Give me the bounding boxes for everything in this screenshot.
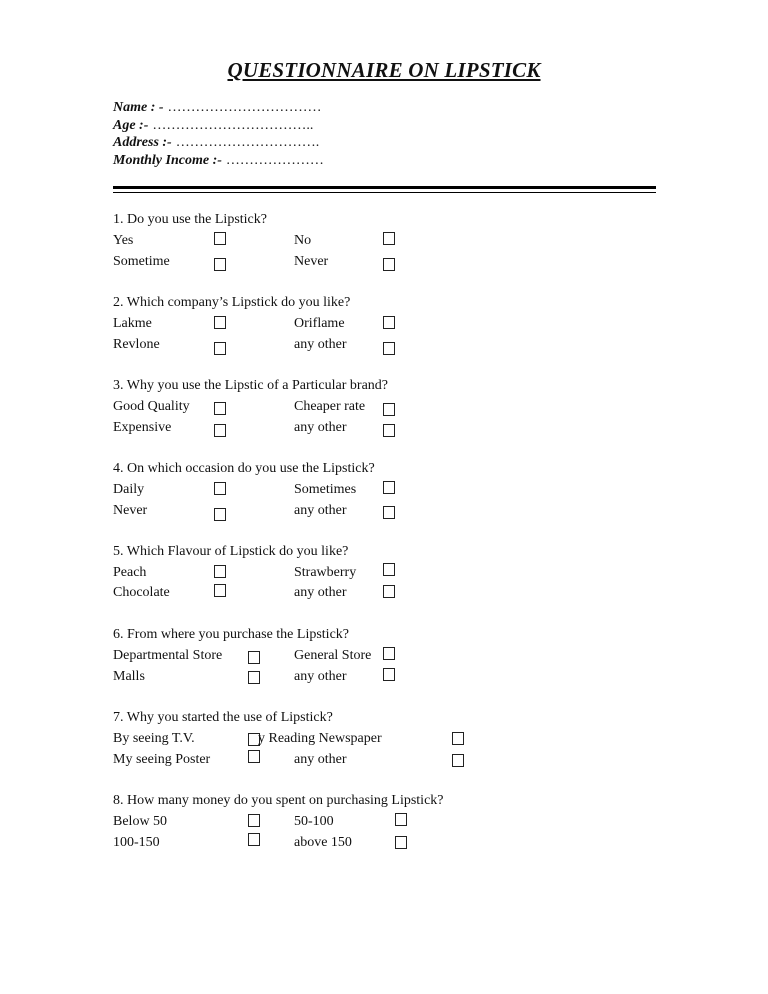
option-label: any other bbox=[294, 669, 347, 684]
option-label: any other bbox=[294, 752, 347, 767]
option-label: any other bbox=[294, 337, 347, 352]
checkbox[interactable] bbox=[383, 424, 395, 437]
option-label: Below 50 bbox=[113, 814, 168, 829]
option-label: Chocolate bbox=[113, 585, 170, 600]
option-label: My seeing Poster bbox=[113, 752, 211, 767]
age-blank[interactable]: …………………………….. bbox=[152, 118, 314, 133]
option-label: By seeing T.V. bbox=[113, 731, 195, 746]
option-label: any other bbox=[294, 503, 347, 518]
option-label: Revlone bbox=[113, 337, 160, 352]
age-label: Age :- bbox=[113, 118, 149, 133]
checkbox[interactable] bbox=[383, 506, 395, 519]
option-label: Cheaper rate bbox=[294, 399, 366, 414]
checkbox[interactable] bbox=[383, 342, 395, 355]
checkbox[interactable] bbox=[214, 402, 226, 415]
checkbox[interactable] bbox=[395, 813, 407, 826]
address-label: Address :- bbox=[113, 135, 172, 150]
checkbox[interactable] bbox=[383, 232, 395, 245]
address-blank[interactable]: …………………………. bbox=[175, 135, 320, 150]
checkbox[interactable] bbox=[214, 342, 226, 355]
question-3: 3. Why you use the Lipstic of a Particular brand? bbox=[113, 378, 388, 393]
option-label: Never bbox=[294, 254, 329, 269]
checkbox[interactable] bbox=[214, 584, 226, 597]
checkbox[interactable] bbox=[214, 508, 226, 521]
option-label: y Reading Newspaper bbox=[258, 731, 382, 746]
checkbox[interactable] bbox=[248, 750, 260, 763]
checkbox[interactable] bbox=[214, 424, 226, 437]
option-label: Strawberry bbox=[294, 565, 357, 580]
checkbox[interactable] bbox=[248, 833, 260, 846]
checkbox[interactable] bbox=[214, 565, 226, 578]
option-label: Sometimes bbox=[294, 482, 357, 497]
age-line bbox=[113, 118, 313, 134]
option-label: 100-150 bbox=[113, 835, 160, 850]
question-5: 5. Which Flavour of Lipstick do you like? bbox=[113, 544, 349, 559]
option-label: Expensive bbox=[113, 420, 172, 435]
question-1: 1. Do you use the Lipstick? bbox=[113, 212, 267, 227]
checkbox[interactable] bbox=[452, 754, 464, 767]
name-line bbox=[113, 100, 322, 116]
divider-thick bbox=[113, 186, 656, 189]
option-label: Lakme bbox=[113, 316, 152, 331]
checkbox[interactable] bbox=[214, 232, 226, 245]
option-label: Malls bbox=[113, 669, 145, 684]
option-label: Yes bbox=[113, 233, 134, 248]
checkbox[interactable] bbox=[383, 258, 395, 271]
checkbox[interactable] bbox=[383, 585, 395, 598]
question-7: 7. Why you started the use of Lipstick? bbox=[113, 710, 333, 725]
income-label: Monthly Income :- bbox=[113, 153, 222, 168]
option-label: General Store bbox=[294, 648, 372, 663]
checkbox[interactable] bbox=[248, 671, 260, 684]
checkbox[interactable] bbox=[214, 316, 226, 329]
option-label: any other bbox=[294, 420, 347, 435]
question-4: 4. On which occasion do you use the Lipstick? bbox=[113, 461, 375, 476]
checkbox[interactable] bbox=[383, 316, 395, 329]
checkbox[interactable] bbox=[383, 647, 395, 660]
checkbox[interactable] bbox=[383, 403, 395, 416]
option-label: Good Quality bbox=[113, 399, 190, 414]
checkbox[interactable] bbox=[383, 668, 395, 681]
income-blank[interactable]: ………………… bbox=[225, 153, 324, 168]
option-label: 50-100 bbox=[294, 814, 334, 829]
checkbox[interactable] bbox=[214, 482, 226, 495]
address-line bbox=[113, 135, 319, 151]
checkbox[interactable] bbox=[214, 258, 226, 271]
option-label: Oriflame bbox=[294, 316, 345, 331]
checkbox[interactable] bbox=[383, 481, 395, 494]
checkbox[interactable] bbox=[395, 836, 407, 849]
option-label: No bbox=[294, 233, 312, 248]
checkbox[interactable] bbox=[452, 732, 464, 745]
question-6: 6. From where you purchase the Lipstick? bbox=[113, 627, 349, 642]
checkbox[interactable] bbox=[248, 814, 260, 827]
option-label: Sometime bbox=[113, 254, 170, 269]
document-title: QUESTIONNAIRE ON LIPSTICK bbox=[227, 58, 541, 82]
option-label: Departmental Store bbox=[113, 648, 223, 663]
checkbox[interactable] bbox=[248, 651, 260, 664]
option-label: any other bbox=[294, 585, 347, 600]
income-line bbox=[113, 153, 324, 169]
question-2: 2. Which company’s Lipstick do you like? bbox=[113, 295, 351, 310]
name-label: Name : - bbox=[113, 100, 164, 115]
option-label: Peach bbox=[113, 565, 147, 580]
option-label: Daily bbox=[113, 482, 145, 497]
question-8: 8. How many money do you spent on purchasing Lipstick? bbox=[113, 793, 444, 808]
option-label: Never bbox=[113, 503, 148, 518]
option-label: above 150 bbox=[294, 835, 352, 850]
checkbox[interactable] bbox=[383, 563, 395, 576]
divider-thin bbox=[113, 192, 656, 193]
name-blank[interactable]: …………………………… bbox=[167, 100, 322, 115]
